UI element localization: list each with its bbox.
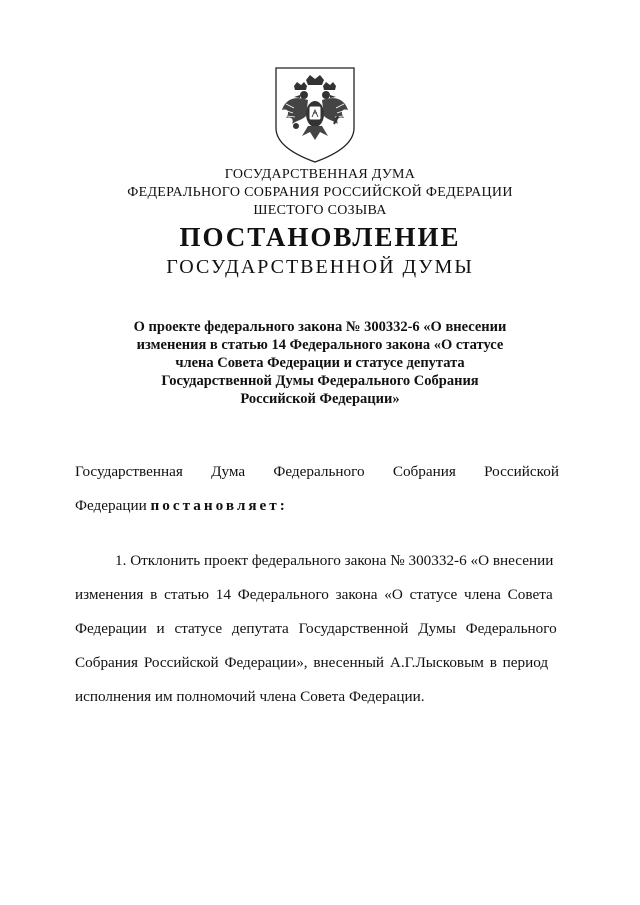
document-title: ПОСТАНОВЛЕНИЕ: [179, 222, 461, 252]
clause-line: [75, 544, 559, 578]
clause-line: исполнения им полномочий члена Совета Федерации.: [75, 688, 425, 705]
clause-line: изменения в статью 14 Федерального закона «О статусе члена Совета: [75, 586, 553, 603]
org-line-1: ГОСУДАРСТВЕННАЯ ДУМА: [224, 167, 416, 182]
clause-line: Собрания Российской Федерации», внесенный А.Г.Лысковым в период: [75, 654, 549, 671]
clause-line: Федерации и статусе депутата Государственной Думы Федерального: [75, 620, 557, 637]
resolves-emphasis: постановляет:: [150, 497, 288, 514]
preamble-word: Федерального: [273, 463, 365, 480]
document-subtitle: ГОСУДАРСТВЕННОЙ ДУМЫ: [166, 256, 474, 278]
org-line-3: ШЕСТОГО СОЗЫВА: [253, 203, 387, 218]
subject-line: изменения в статью 14 Федерального закона «О статусе: [136, 337, 504, 353]
preamble-line-2: [75, 489, 559, 523]
coat-of-arms-emblem: [272, 66, 358, 164]
clause-1-paragraph: [75, 544, 559, 714]
subject-line: Российской Федерации»: [240, 391, 400, 407]
org-line-2: ФЕДЕРАЛЬНОГО СОБРАНИЯ РОССИЙСКОЙ ФЕДЕРАЦИИ: [127, 185, 513, 200]
subject-line: члена Совета Федерации и статусе депутата: [175, 355, 465, 371]
preamble-line-1: [75, 455, 559, 489]
document-subject: [100, 318, 540, 408]
preamble-word: Собрания: [392, 463, 456, 480]
preamble-word: Государственная: [75, 463, 183, 480]
subject-line: О проекте федерального закона № 300332-6 «О внесении: [133, 319, 507, 335]
subject-line: Государственной Думы Федерального Собрания: [161, 373, 479, 389]
preamble-line-2-start: Федерации: [75, 497, 151, 514]
clause-line-text: 1. Отклонить проект федерального закона № 300332-6 «О внесении: [115, 552, 554, 569]
preamble-word: Дума: [211, 463, 246, 480]
preamble-paragraph: [75, 455, 559, 523]
issuing-body-header: [0, 166, 640, 220]
russian-coat-of-arms-icon: [272, 66, 358, 164]
preamble-word: Российской: [484, 463, 559, 480]
